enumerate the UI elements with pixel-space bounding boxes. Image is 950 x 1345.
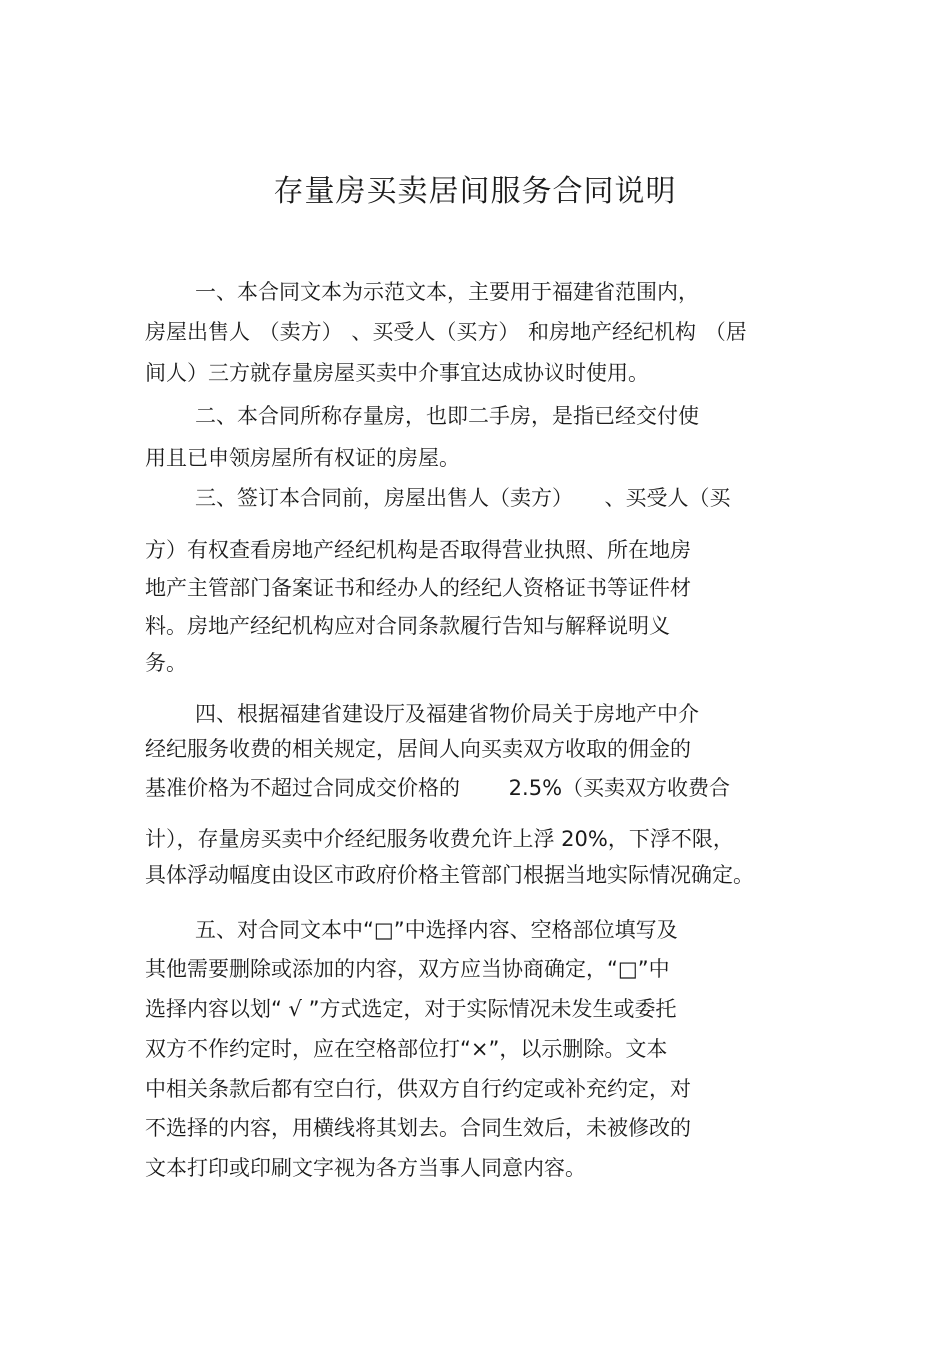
paragraph-4-line-5: 具体浮动幅度由设区市政府价格主管部门根据当地实际情况确定。 [145, 863, 754, 887]
paragraph-5-line-2: 其他需要删除或添加的内容，双方应当协商确定，“□”中 [145, 957, 670, 981]
paragraph-3-line-3: 地产主管部门备案证书和经办人的经纪人资格证书等证件材 [145, 576, 691, 600]
paragraph-3-line-5: 务。 [145, 651, 187, 675]
paragraph-1-line-3: 间人）三方就存量房屋买卖中介事宜达成协议时使用。 [145, 361, 649, 385]
paragraph-5-line-6: 不选择的内容，用横线将其划去。合同生效后，未被修改的 [145, 1116, 691, 1140]
paragraph-3-line-1: 三、签订本合同前，房屋出售人（卖方） 、买受人（买 [195, 486, 731, 510]
paragraph-5-line-5: 中相关条款后都有空白行，供双方自行约定或补充约定，对 [145, 1077, 691, 1101]
paragraph-4-line-2: 经纪服务收费的相关规定，居间人向买卖双方收取的佣金的 [145, 737, 691, 761]
paragraph-5-line-3: 选择内容以划“ √ ”方式选定，对于实际情况未发生或委托 [145, 997, 677, 1021]
paragraph-4-line-1: 四、根据福建省建设厅及福建省物价局关于房地产中介 [195, 702, 699, 726]
paragraph-5-line-7: 文本打印或印刷文字视为各方当事人同意内容。 [145, 1156, 586, 1180]
paragraph-2-line-1: 二、本合同所称存量房，也即二手房，是指已经交付使 [195, 404, 699, 428]
paragraph-1-line-1: 一、本合同文本为示范文本，主要用于福建省范围内， [195, 280, 699, 304]
paragraph-3-line-2: 方）有权查看房地产经纪机构是否取得营业执照、所在地房 [145, 538, 691, 562]
paragraph-5-line-4: 双方不作约定时，应在空格部位打“×”，以示删除。文本 [145, 1037, 668, 1061]
paragraph-4-line-3: 基准价格为不超过合同成交价格的 2.5%（买卖双方收费合 [145, 776, 731, 800]
paragraph-3-line-4: 料。房地产经纪机构应对合同条款履行告知与解释说明义 [145, 614, 670, 638]
document-title: 存量房买卖居间服务合同说明 [273, 174, 677, 209]
paragraph-4-line-4: 计），存量房买卖中介经纪服务收费允许上浮 20%，下浮不限， [145, 827, 734, 851]
paragraph-1-line-2: 房屋出售人 （卖方） 、买受人（买方） 和房地产经纪机构 （居 [145, 320, 747, 344]
paragraph-5-line-1: 五、对合同文本中“□”中选择内容、空格部位填写及 [195, 918, 678, 942]
paragraph-2-line-2: 用且已申领房屋所有权证的房屋。 [145, 446, 460, 470]
